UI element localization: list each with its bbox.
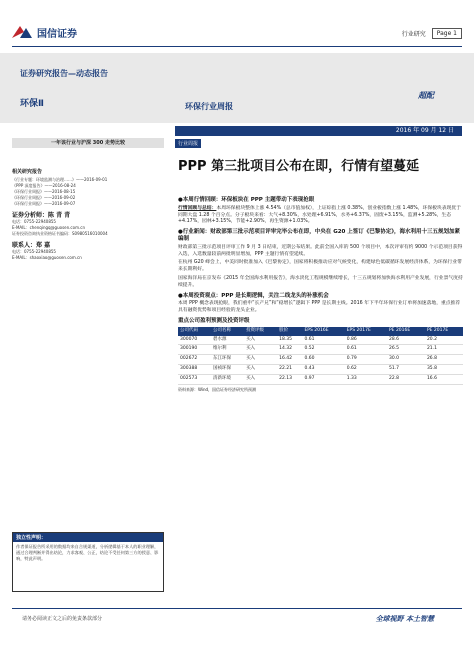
forecast-table	[178, 327, 463, 385]
table-cell: 买入	[244, 345, 277, 355]
table-header-cell: PE 2017E	[425, 327, 463, 336]
footer-rule	[12, 608, 462, 609]
table-cell: 22.8	[387, 374, 425, 384]
table-cell: 21.1	[425, 345, 463, 355]
table-header-cell: 公司代码	[178, 327, 211, 336]
footer-note: 请务必阅读正文之后的免责条款部分	[22, 616, 103, 622]
table-cell: 清新环境	[211, 374, 244, 384]
table-row	[178, 345, 463, 355]
table-cell: 16.6	[425, 374, 463, 384]
table-cell: 002672	[178, 355, 211, 365]
table-cell: 买入	[244, 364, 277, 374]
paragraph: 国家海洋局在京发布《2015 年全国海水利用报告》，海水淡化工程规模继续增长，十三五规划将加快海水利用产业发展，行业景气度持续提升。	[178, 275, 463, 288]
related-item[interactable]: 《环保行业周报》——2016-09-07	[12, 201, 76, 206]
contact-phone: 电话：0755-22940855	[12, 249, 56, 254]
report-type: 环保行业周报	[185, 102, 233, 111]
contact-title: 联系人：郑 嘉	[12, 242, 51, 249]
paragraph: 财政部第三批示范项目评审工作 9 月 3 日结束，近期公布结果。此前全国入库的 500 个项目中，本次评审有约 9000 个示范项目获得入选，入选数量较前两批明显增加，PPP 主题行情有望延续。	[178, 244, 463, 257]
table-cell: 0.62	[345, 364, 387, 374]
table-cell: 26.8	[425, 355, 463, 365]
table-cell: 买入	[244, 355, 277, 365]
section-label: 行业研究	[401, 31, 426, 38]
statement-title: 独立性声明：	[13, 533, 163, 542]
paragraph	[178, 206, 463, 226]
paragraph: 本周 PPP 概念表现抢眼，我们重申“长产兄”和“稳增长”逻辑下 PPP 是长期主线。2016 年下半年环保行业订单将加速落地，重点推荐具有融资优势和项目经验的龙头企业。	[178, 301, 461, 314]
page-number: Page 1	[432, 28, 462, 39]
report-category: 证券研究报告—动态报告	[20, 69, 108, 78]
table-cell: 0.79	[345, 355, 387, 365]
sidebar	[12, 166, 164, 261]
table-cell: 0.52	[302, 345, 344, 355]
table-cell: 002573	[178, 374, 211, 384]
statement-text: 作者保证报告所采用的数据均来自合规渠道，分析逻辑基于本人的职业理解，通过合理判断并得出结论，力求客观、公正，结论不受任何第三方的授意、影响，特此声明。	[16, 544, 159, 561]
table-cell: 51.7	[387, 364, 425, 374]
sector-name: 环保Ⅱ	[20, 99, 44, 109]
title-banner	[0, 53, 474, 123]
table-cell: 维尔利	[211, 345, 244, 355]
header-meta	[402, 28, 462, 39]
table-cell: 0.61	[345, 345, 387, 355]
analyst-title: 证券分析师：陈 青 青	[12, 212, 71, 219]
table-cell: 22.13	[277, 374, 302, 384]
table-header-cell: 股价	[277, 327, 302, 336]
analyst-email[interactable]: E-MAIL：chenqingq@guosen.com.cn	[12, 225, 85, 230]
table-cell: 国祯环保	[211, 364, 244, 374]
headline: PPP 第三批项目公布在即，行情有望蔓延	[178, 159, 420, 174]
table-cell: 0.86	[345, 336, 387, 345]
table-header-cell: EPS 2016E	[302, 327, 344, 336]
sidebar-heading: 一年该行业与沪深 300 走势比较	[12, 138, 164, 148]
table-cell: 14.32	[277, 345, 302, 355]
table-row	[178, 374, 463, 384]
table-cell: 16.42	[277, 355, 302, 365]
table-cell: 碧水源	[211, 336, 244, 345]
table-cell: 买入	[244, 374, 277, 384]
table-header-cell: 投资评级	[244, 327, 277, 336]
table-cell: 0.97	[302, 374, 344, 384]
table-header-cell: 公司名称	[211, 327, 244, 336]
table-header-cell: PE 2016E	[387, 327, 425, 336]
brand-logo	[12, 24, 77, 40]
related-item[interactable]: 《环保行业周报》——2016-09-02	[12, 195, 76, 200]
report-tag: 行业周报	[175, 139, 201, 148]
paragraph-text: 本周环保板块整体上涨 4.54%（总市值加权），上证综指上涨 0.38%，创业板指数上涨 1.48%，环保板块表现优于同期大盘 1.28 个百分点。分子板块来看：大气+8.30%，水处理+6.91%，水务+6.37%，固废+3.15%，监测+5.28%，生态+4.17%，园林+3.15%，节能+2.90%，再生资源+1.03%。	[178, 205, 461, 225]
table-cell: 18.35	[277, 336, 302, 345]
table-cell: 20.2	[425, 336, 463, 345]
paragraph-lead: 行情回顾与总结：	[178, 205, 217, 211]
paragraph: 在杭州 G20 峰会上，中美同时批准加入《巴黎协定》，国家将积极推动应对气候变化，构建绿色低碳循环发展经济体系，为环保行业带来长期利好。	[178, 260, 462, 273]
contact-email[interactable]: E-MAIL：shaoxiao@guosen.com.cn	[12, 255, 82, 260]
table-cell: 0.43	[302, 364, 344, 374]
table-source: 资料来源：Wind，国信证券经济研究所预测	[178, 386, 257, 392]
table-cell: 1.33	[345, 374, 387, 384]
table-row	[178, 336, 463, 345]
analyst-cert: 证券投资咨询执业资格证书编码：S0980516010004	[12, 231, 108, 236]
table-cell: 买入	[244, 336, 277, 345]
footer-slogan: 全球视野 本土智慧	[375, 615, 434, 623]
table-cell: 30.0	[387, 355, 425, 365]
report-date: 2016 年 09 月 12 日	[175, 126, 462, 136]
logo-text: 国信证券	[37, 28, 77, 40]
logo-icon	[12, 24, 32, 40]
independence-statement	[12, 532, 164, 592]
table-header-cell: EPS 2017E	[345, 327, 387, 336]
table-cell: 35.8	[425, 364, 463, 374]
table-cell: 300388	[178, 364, 211, 374]
header-rule	[12, 46, 462, 47]
table-cell: 300070	[178, 336, 211, 345]
analyst-phone: 电话：0755-22940855	[12, 219, 56, 224]
table-title: 重点公司盈利预测及投资评级	[178, 317, 250, 324]
rating-badge: 超配	[418, 91, 434, 100]
table-cell: 300190	[178, 345, 211, 355]
report-body	[178, 194, 463, 393]
table-cell: 0.61	[302, 336, 344, 345]
section-heading: ●本周行情回顾：环保板块在 PPP 主题带动下表现抢眼	[178, 197, 315, 203]
table-row	[178, 364, 463, 374]
related-title: 相关研究报告	[12, 169, 43, 175]
related-item[interactable]: 《PPP 深度报告》——2016-08-24	[12, 183, 76, 188]
table-cell: 28.6	[387, 336, 425, 345]
section-heading: ●行业新闻：财政部第三批示范项目评审完毕公布在即，中央在 G20 上签订《巴黎协定》，海水利用十三五规划加紧编制	[178, 229, 461, 242]
table-cell: 22.21	[277, 364, 302, 374]
table-header-row	[178, 327, 463, 336]
section-heading: ●本周投资观点：PPP 是长期逻辑，关注二线龙头的补涨机会	[178, 292, 329, 299]
related-item[interactable]: 《行业专题：环境监测与治理……》——2016-09-01	[12, 177, 108, 182]
table-cell: 东江环保	[211, 355, 244, 365]
table-row	[178, 355, 463, 365]
related-item[interactable]: 《环保行业周报》——2016-08-15	[12, 189, 76, 194]
table-cell: 0.60	[302, 355, 344, 365]
table-cell: 26.5	[387, 345, 425, 355]
